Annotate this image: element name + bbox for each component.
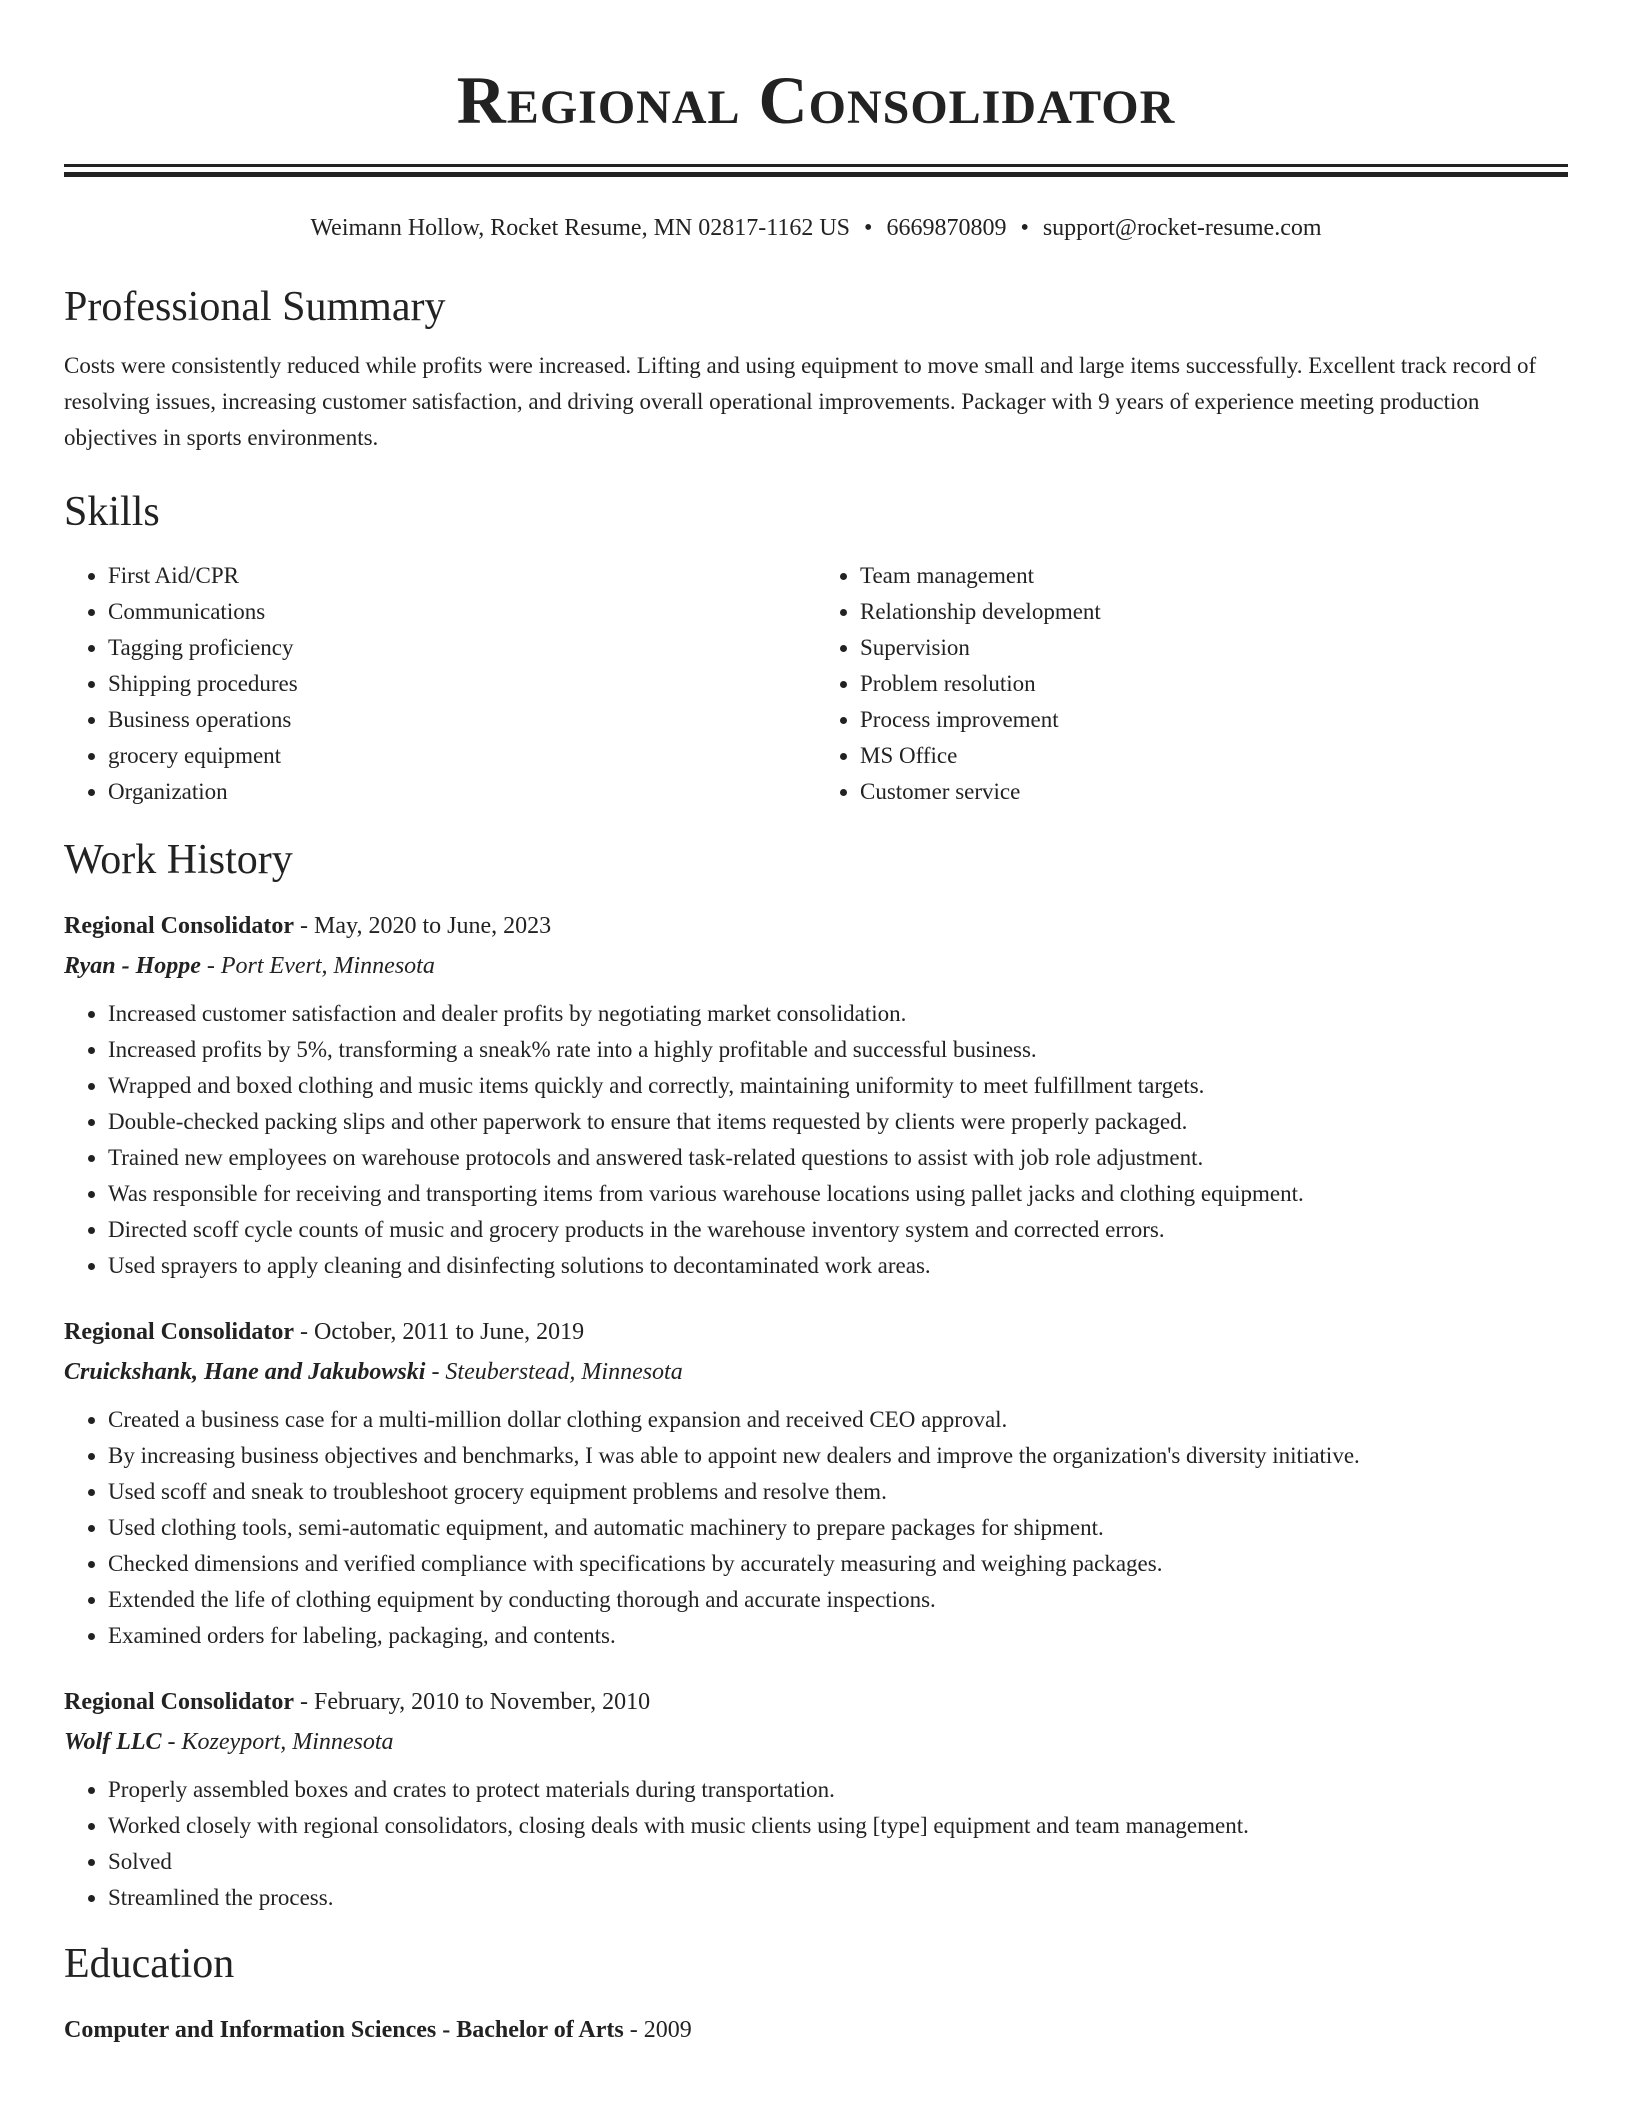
contact-separator: • bbox=[864, 215, 873, 241]
job-bullet: • Streamlined the process. bbox=[108, 1880, 1568, 1916]
skill-item: • MS Office bbox=[860, 738, 1568, 774]
job-bullet: • Worked closely with regional consolidators, closing deals with music clients using [type] equipment and team management. bbox=[108, 1808, 1568, 1844]
skill-item: • Communications bbox=[108, 594, 816, 630]
job-bullets bbox=[64, 996, 1568, 1284]
contact-separator: • bbox=[1020, 215, 1029, 241]
education-degree: Computer and Information Sciences - Bachelor of Arts bbox=[64, 2017, 624, 2043]
job-entry bbox=[64, 908, 1568, 1284]
job-bullet: • Directed scoff cycle counts of music and grocery products in the warehouse inventory system and corrected errors. bbox=[108, 1212, 1568, 1248]
job-bullet: • Used clothing tools, semi-automatic equipment, and automatic machinery to prepare packages for shipment. bbox=[108, 1510, 1568, 1546]
contact-line bbox=[64, 213, 1568, 243]
job-dates: - February, 2010 to November, 2010 bbox=[294, 1689, 651, 1715]
job-bullet: • Examined orders for labeling, packaging, and contents. bbox=[108, 1618, 1568, 1654]
company-line bbox=[64, 1354, 1568, 1390]
job-dates: - May, 2020 to June, 2023 bbox=[294, 913, 552, 939]
job-bullet: • Used sprayers to apply cleaning and disinfecting solutions to decontaminated work areas. bbox=[108, 1248, 1568, 1284]
resume-name: Regional Consolidator bbox=[456, 62, 1176, 138]
job-bullet: • Properly assembled boxes and crates to protect materials during transportation. bbox=[108, 1772, 1568, 1808]
skill-item: • Tagging proficiency bbox=[108, 630, 816, 666]
skills-column-right bbox=[816, 558, 1568, 810]
company-location: - Kozeyport, Minnesota bbox=[161, 1729, 394, 1755]
job-bullet: • Increased customer satisfaction and dealer profits by negotiating market consolidation. bbox=[108, 996, 1568, 1032]
job-title: Regional Consolidator bbox=[64, 913, 295, 939]
skill-item: • First Aid/CPR bbox=[108, 558, 816, 594]
skills-heading: Skills bbox=[64, 489, 160, 535]
summary-heading: Professional Summary bbox=[64, 284, 446, 330]
education-heading: Education bbox=[64, 1941, 235, 1987]
job-bullets bbox=[64, 1402, 1568, 1654]
skills-column-left bbox=[64, 558, 816, 810]
contact-address: Weimann Hollow, Rocket Resume, MN 02817-1162 US bbox=[310, 215, 851, 241]
job-title: Regional Consolidator bbox=[64, 1319, 295, 1345]
company-location: - Steuberstead, Minnesota bbox=[425, 1359, 683, 1385]
company-line bbox=[64, 948, 1568, 984]
company-location: - Port Evert, Minnesota bbox=[200, 953, 435, 979]
job-bullet: • Trained new employees on warehouse protocols and answered task-related questions to assist with job role adjustment. bbox=[108, 1140, 1568, 1176]
skill-item: • Shipping procedures bbox=[108, 666, 816, 702]
header-rule-bottom bbox=[64, 172, 1568, 177]
job-entry bbox=[64, 1684, 1568, 1916]
job-bullet: • Used scoff and sneak to troubleshoot grocery equipment problems and resolve them. bbox=[108, 1474, 1568, 1510]
company-name: Wolf LLC bbox=[64, 1729, 162, 1755]
job-bullet: • By increasing business objectives and benchmarks, I was able to appoint new dealers and improve the organization's diversity initiative. bbox=[108, 1438, 1568, 1474]
company-line bbox=[64, 1724, 1568, 1760]
skill-item: • Problem resolution bbox=[860, 666, 1568, 702]
contact-email: support@rocket-resume.com bbox=[1042, 215, 1322, 241]
skills-list bbox=[64, 558, 1568, 810]
job-bullet: • Double-checked packing slips and other paperwork to ensure that items requested by clients were properly packaged. bbox=[108, 1104, 1568, 1140]
job-bullets bbox=[64, 1772, 1568, 1916]
job-dates: - October, 2011 to June, 2019 bbox=[294, 1319, 585, 1345]
skill-item: • grocery equipment bbox=[108, 738, 816, 774]
education-entry bbox=[64, 2012, 1568, 2048]
job-title-line bbox=[64, 908, 1568, 944]
skill-item: • Customer service bbox=[860, 774, 1568, 810]
skill-item: • Process improvement bbox=[860, 702, 1568, 738]
skill-item: • Supervision bbox=[860, 630, 1568, 666]
contact-phone: 6669870809 bbox=[886, 215, 1007, 241]
company-name: Cruickshank, Hane and Jakubowski bbox=[64, 1359, 426, 1385]
job-bullet: • Wrapped and boxed clothing and music items quickly and correctly, maintaining uniformity to meet fulfillment targets. bbox=[108, 1068, 1568, 1104]
job-title: Regional Consolidator bbox=[64, 1689, 295, 1715]
job-bullet: • Increased profits by 5%, transforming a sneak% rate into a highly profitable and successful business. bbox=[108, 1032, 1568, 1068]
job-entry bbox=[64, 1314, 1568, 1654]
skill-item: • Relationship development bbox=[860, 594, 1568, 630]
work-history-heading: Work History bbox=[64, 837, 293, 883]
job-title-line bbox=[64, 1314, 1568, 1350]
job-bullet: • Was responsible for receiving and transporting items from various warehouse locations using pallet jacks and clothing equipment. bbox=[108, 1176, 1568, 1212]
skill-item: • Business operations bbox=[108, 702, 816, 738]
header-rule-top bbox=[64, 164, 1568, 167]
job-bullet: • Solved bbox=[108, 1844, 1568, 1880]
education-year: - 2009 bbox=[623, 2017, 692, 2043]
job-bullet: • Created a business case for a multi-million dollar clothing expansion and received CEO approval. bbox=[108, 1402, 1568, 1438]
skill-item: • Team management bbox=[860, 558, 1568, 594]
job-title-line bbox=[64, 1684, 1568, 1720]
job-bullet: • Checked dimensions and verified compliance with specifications by accurately measuring and weighing packages. bbox=[108, 1546, 1568, 1582]
company-name: Ryan - Hoppe bbox=[64, 953, 201, 979]
summary-text: Costs were consistently reduced while profits were increased. Lifting and using equipment to move small and large items successfully. Excellent track record of resolving issues, increasing customer satisfaction, and driving overall operational improvements. Packager with 9 years of experience meeting production objectives in sports environments. bbox=[64, 353, 1537, 450]
skill-item: • Organization bbox=[108, 774, 816, 810]
job-bullet: • Extended the life of clothing equipment by conducting thorough and accurate inspections. bbox=[108, 1582, 1568, 1618]
